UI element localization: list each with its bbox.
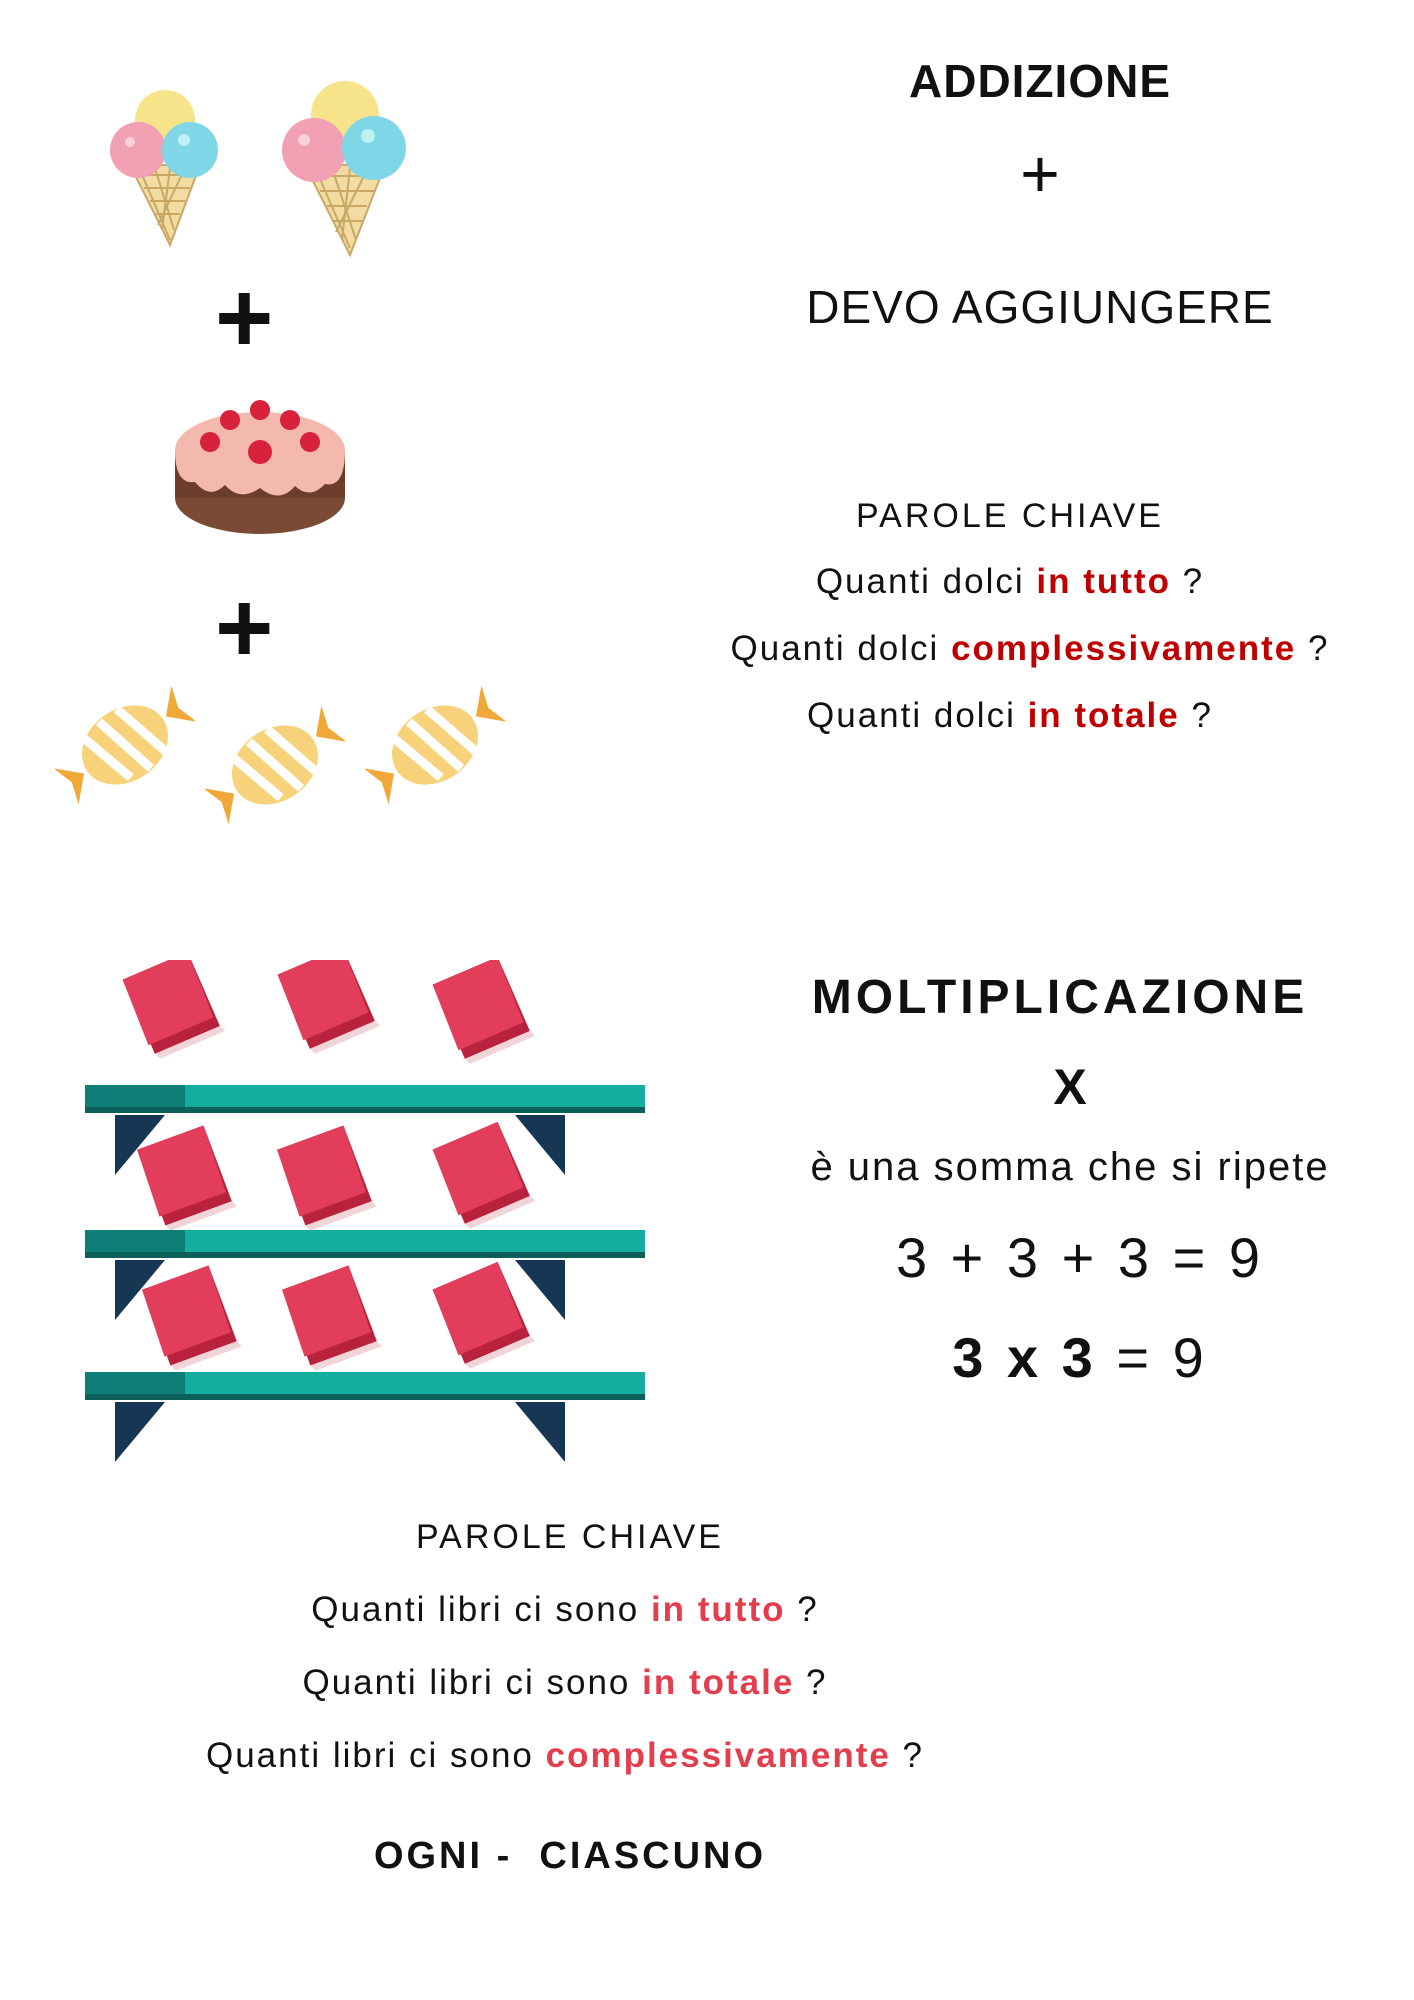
keyword-question-mark: ? [794,1663,828,1702]
cake-icon [170,390,350,540]
book-icon [120,960,228,1063]
book-icon [140,1262,244,1374]
ice-cream-icon [100,80,230,250]
candy-icon [55,675,195,815]
addition-keyword-line [660,629,1400,669]
addition-keywords-title: PAROLE CHIAVE [856,497,1164,535]
keyword-question-mark: ? [1179,696,1213,735]
book-icon [280,1262,384,1374]
product-result: = 9 [1096,1326,1208,1389]
keyword-text: Quanti libri ci sono [302,1663,643,1702]
keyword-text: Quanti libri ci sono [311,1590,651,1629]
addition-symbol: + [1020,136,1060,212]
product-expression [880,1325,1280,1390]
keyword-text: Quanti dolci [730,629,952,668]
addition-keyword-line [660,696,1360,736]
book-icon [430,960,538,1068]
addition-title: ADDIZIONE [909,55,1171,107]
keyword-text: Quanti dolci [807,696,1028,735]
keyword-question-mark: ? [785,1590,819,1629]
book-icon [430,1258,538,1373]
book-icon [275,960,383,1058]
keyword-question-mark: ? [890,1736,925,1775]
addition-definition: DEVO AGGIUNGERE [806,281,1274,333]
multiplication-keywords-title: PAROLE CHIAVE [416,1518,724,1556]
addition-keyword-line [660,562,1360,602]
footer-keywords: OGNI - CIASCUNO [373,1835,767,1877]
multiplication-keyword-line [160,1663,970,1703]
keyword-highlight: in totale [1027,696,1180,735]
keyword-highlight: in totale [642,1663,795,1702]
keyword-highlight: in tutto [1036,562,1171,601]
keyword-question-mark: ? [1296,629,1330,668]
keyword-highlight: in tutto [650,1590,786,1629]
product-bold: 3 x 3 [952,1326,1097,1389]
keyword-text: Quanti libri ci sono [205,1736,546,1775]
multiplication-keyword-line [160,1590,970,1630]
book-icon [430,1118,538,1233]
keyword-question-mark: ? [1170,562,1205,601]
candy-icon [205,695,345,835]
book-icon [275,1122,379,1234]
multiplication-symbol: X [1053,1059,1087,1115]
keyword-text: Quanti dolci [815,562,1037,601]
multiplication-title: MOLTIPLICAZIONE [811,971,1309,1024]
multiplication-definition: è una somma che si ripete [810,1145,1330,1189]
book-icon [135,1122,239,1234]
multiplication-keyword-line [110,1736,1020,1776]
repeated-sum-expression: 3 + 3 + 3 = 9 [895,1226,1265,1289]
bookshelf-illustration [80,960,660,1470]
addition-plus-sign-1: + [215,262,274,374]
shelf-icon [85,1372,645,1462]
keyword-highlight: complessivamente [951,629,1297,668]
keyword-highlight: complessivamente [545,1736,891,1775]
ice-cream-icon [270,70,420,260]
candy-icon [365,675,505,815]
addition-plus-sign-2: + [215,572,274,684]
